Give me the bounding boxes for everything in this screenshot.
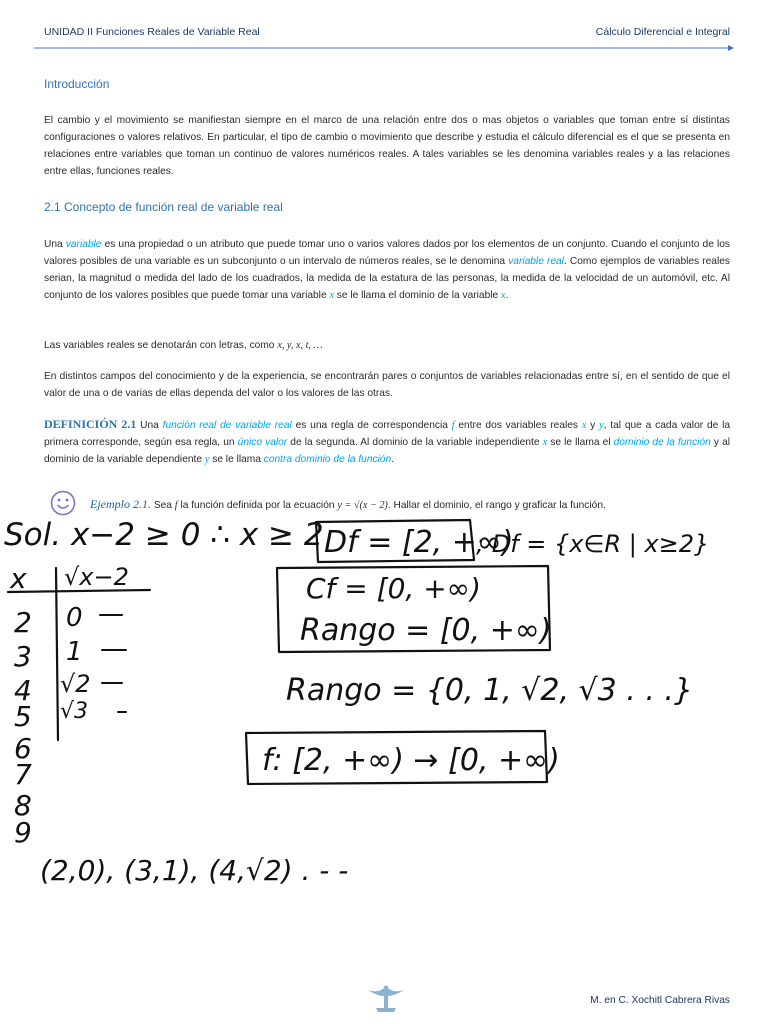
section-paragraph-3: En distintos campos del conocimiento y de la experiencia, se encontrarán pares o conjuntos de variables relacionadas entre sí, en el sentido de que el valor de una o de varias de ellas dependa del valor o los valores de las otras. [44, 371, 730, 399]
hw-codomain: Cf = [0, +∞) [306, 572, 481, 605]
hw-solution-line: Sol. x−2 ≥ 0 ∴ x ≥ 2 [4, 517, 324, 553]
intro-paragraph: El cambio y el movimiento se manifiestan siempre en el marco de una relación entre dos o mas objetos o variables que toman entre sí distintas configuraciones o valores relativos. En particular, el tipo de cambio o movimiento que describe y estudia el cálculo diferencial es el que se presenta en relaciones entre variables que toman un continuo de valores numéricos reales. A tales variables se les denomina variables reales y a las relaciones entre ellas, funciones reales. [44, 115, 730, 177]
hw-table-x: 6 [14, 732, 32, 765]
section-paragraph-1: Una variable es una propiedad o un atributo que puede tomar uno o varios valores dados por los elementos de un conjunto. Cuando el conjunto de los valores posibles de una variable es un subconjunto o un intervalo de números reales, se le denomina variable real. Como ejemplos de variables reales serian, la magnitud o medida del lado de los cuadrados, la medida de la estatura de las personas, la medida de la velocidad de un automóvil, etc. Al conjunto de los valores posibles que puede tomar una variable x se le llama el dominio de la variable x. [44, 239, 730, 301]
hw-table-x: 8 [14, 789, 32, 822]
hw-table-f: √2 [60, 670, 91, 698]
hw-table-x: 7 [14, 758, 32, 791]
example-label: Ejemplo 2.1. [90, 497, 151, 511]
definition-label: DEFINICIÓN 2.1 [44, 417, 137, 431]
hw-table-x: 2 [14, 606, 32, 639]
table-divider [56, 568, 58, 740]
hw-table-x: 4 [14, 674, 32, 707]
decorative-logo-icon [364, 982, 408, 1014]
hw-table-f: √3 [60, 699, 89, 724]
author-name: M. en C. Xochitl Cabrera Rivas [590, 995, 730, 1006]
hw-table-header-f: √x−2 [64, 563, 129, 591]
hw-table-f: 0 [66, 603, 83, 633]
hw-table-x: 5 [14, 700, 32, 733]
hw-table-f: 1 [66, 637, 83, 667]
example-statement: Ejemplo 2.1. Sea f la función definida por la ecuación y = √(x − 2). Hallar el dominio, el rango y graficar la función. [90, 497, 606, 511]
hw-mapping: f: [2, +∞) → [0, +∞) [262, 743, 560, 778]
section-paragraph-2: Las variables reales se denotarán con letras, como x, y, x, t, … [44, 340, 323, 351]
hw-domain: Df = [2, +∞) [324, 525, 514, 560]
hw-table-header-x: x [10, 562, 27, 595]
hw-domain-set: ; Df = {x∈R | x≥2} [476, 530, 710, 558]
header-unit-title: UNIDAD II Funciones Reales de Variable Real [44, 26, 260, 38]
intro-heading: Introducción [44, 77, 110, 91]
section-heading: 2.1 Concepto de función real de variable real [44, 200, 283, 214]
hw-points: (2,0), (3,1), (4,√2) . - - [40, 854, 349, 887]
hw-table-x: 9 [14, 816, 32, 849]
hw-rango-set: Rango = {0, 1, √2, √3 . . .} [286, 673, 694, 708]
header-course-title: Cálculo Diferencial e Integral [595, 26, 730, 38]
hw-table-x: 3 [14, 640, 32, 673]
definition-block: DEFINICIÓN 2.1 Una función real de variable real es una regla de correspondencia f entre dos variables reales x y y, tal que a cada valor de la primera corresponde, según esa regla, un único valor de la segunda. Al dominio de la variable independiente x se le llama el dominio de la función y al dominio de la variable dependiente y se le llama contra dominio de la función. [44, 417, 731, 465]
hw-rango-box: Rango = [0, +∞) [300, 613, 552, 648]
